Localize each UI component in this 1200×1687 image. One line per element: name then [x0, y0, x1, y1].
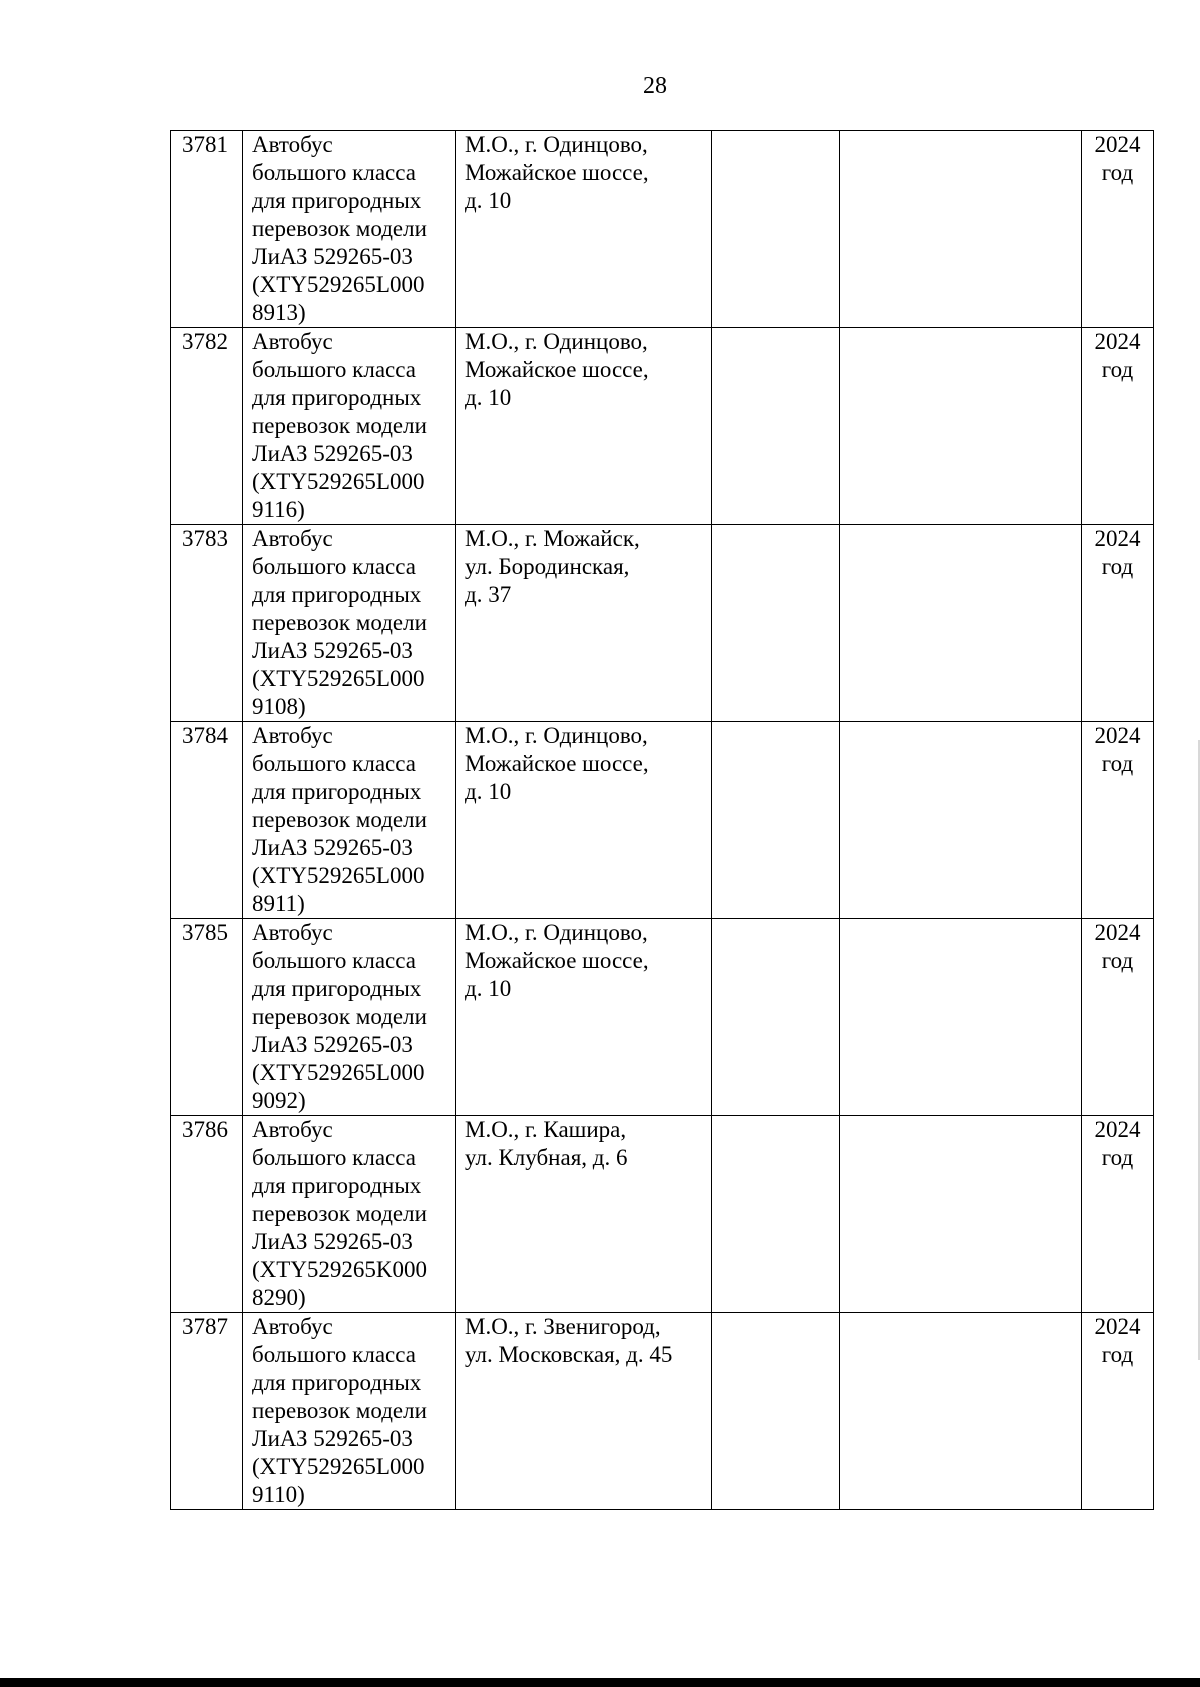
- vehicle-description-cell: [243, 131, 456, 328]
- vehicle-description-line: перевозок модели: [252, 610, 427, 635]
- vehicle-description-line: Автобус: [252, 132, 333, 157]
- vehicle-description-line: ЛиАЗ 529265-03: [252, 638, 413, 663]
- table-row: [171, 131, 1154, 328]
- address-line: д. 10: [465, 976, 512, 1001]
- vehicle-description-line: большого класса: [252, 948, 416, 973]
- vehicle-description-line: для пригородных: [252, 188, 422, 213]
- year-cell: [1082, 1313, 1154, 1510]
- vehicle-description-line: 9108): [252, 694, 306, 719]
- address-line: д. 10: [465, 779, 512, 804]
- vehicle-description-line: перевозок модели: [252, 807, 427, 832]
- vehicle-description-line: для пригородных: [252, 1173, 422, 1198]
- table-row: [171, 722, 1154, 919]
- vehicle-description-line: 8290): [252, 1285, 306, 1310]
- vehicle-description-line: 9110): [252, 1482, 305, 1507]
- vehicle-description-line: для пригородных: [252, 582, 422, 607]
- vehicle-description-line: Автобус: [252, 329, 333, 354]
- address-line: М.О., г. Можайск,: [465, 526, 640, 551]
- vehicle-description-line: перевозок модели: [252, 1398, 427, 1423]
- empty-cell: [712, 328, 840, 525]
- address-line: Можайское шоссе,: [465, 357, 649, 382]
- address-line: М.О., г. Одинцово,: [465, 329, 648, 354]
- year-line: 2024: [1094, 1117, 1141, 1142]
- vehicle-description-line: ЛиАЗ 529265-03: [252, 244, 413, 269]
- empty-cell: [712, 722, 840, 919]
- table-row: [171, 525, 1154, 722]
- empty-cell: [840, 525, 1082, 722]
- row-number-cell: 3785: [171, 919, 243, 1116]
- row-number-cell: 3782: [171, 328, 243, 525]
- vehicle-description-line: (XTY529265L000: [252, 1454, 425, 1479]
- vehicle-description-line: 9116): [252, 497, 305, 522]
- vehicle-description-line: 8913): [252, 300, 306, 325]
- vehicle-description-line: большого класса: [252, 357, 416, 382]
- vehicle-description-line: большого класса: [252, 1145, 416, 1170]
- row-number-cell: 3786: [171, 1116, 243, 1313]
- year-line: 2024: [1094, 329, 1141, 354]
- address-line: д. 37: [465, 582, 512, 607]
- vehicle-description-line: перевозок модели: [252, 216, 427, 241]
- empty-cell: [712, 919, 840, 1116]
- vehicle-description-line: Автобус: [252, 1117, 333, 1142]
- year-cell: [1082, 525, 1154, 722]
- empty-cell: [840, 1116, 1082, 1313]
- vehicle-description-line: (XTY529265L000: [252, 469, 425, 494]
- address-line: ул. Клубная, д. 6: [465, 1145, 628, 1170]
- vehicle-description-line: для пригородных: [252, 385, 422, 410]
- empty-cell: [712, 525, 840, 722]
- address-line: М.О., г. Одинцово,: [465, 132, 648, 157]
- registry-body: [171, 131, 1154, 1510]
- vehicle-description-line: для пригородных: [252, 976, 422, 1001]
- vehicle-description-line: (XTY529265K000: [252, 1257, 428, 1282]
- address-line: д. 10: [465, 385, 512, 410]
- vehicle-description-cell: [243, 722, 456, 919]
- vehicle-description-line: (XTY529265L000: [252, 666, 425, 691]
- address-cell: [456, 328, 712, 525]
- table-row: [171, 919, 1154, 1116]
- vehicle-description-cell: [243, 328, 456, 525]
- empty-cell: [712, 131, 840, 328]
- address-line: Можайское шоссе,: [465, 160, 649, 185]
- year-line: год: [1101, 1342, 1134, 1367]
- year-line: год: [1101, 554, 1134, 579]
- vehicle-description-line: Автобус: [252, 1314, 333, 1339]
- year-cell: [1082, 131, 1154, 328]
- empty-cell: [840, 131, 1082, 328]
- vehicle-description-line: (XTY529265L000: [252, 1060, 425, 1085]
- vehicle-description-cell: [243, 525, 456, 722]
- empty-cell: [712, 1116, 840, 1313]
- year-line: год: [1101, 948, 1134, 973]
- address-cell: [456, 722, 712, 919]
- vehicle-description-line: перевозок модели: [252, 1004, 427, 1029]
- address-line: М.О., г. Одинцово,: [465, 723, 648, 748]
- row-number-cell: 3787: [171, 1313, 243, 1510]
- vehicle-description-line: (XTY529265L000: [252, 863, 425, 888]
- vehicle-description-line: ЛиАЗ 529265-03: [252, 835, 413, 860]
- vehicle-registry-table: [170, 130, 1154, 1510]
- year-line: год: [1101, 357, 1134, 382]
- row-number-cell: 3781: [171, 131, 243, 328]
- year-line: 2024: [1094, 1314, 1141, 1339]
- address-line: ул. Бородинская,: [465, 554, 630, 579]
- empty-cell: [840, 919, 1082, 1116]
- address-line: ул. Московская, д. 45: [465, 1342, 673, 1367]
- address-line: М.О., г. Звенигород,: [465, 1314, 661, 1339]
- table-row: [171, 1313, 1154, 1510]
- year-line: 2024: [1094, 526, 1141, 551]
- year-line: год: [1101, 751, 1134, 776]
- vehicle-description-cell: [243, 1116, 456, 1313]
- vehicle-description-line: ЛиАЗ 529265-03: [252, 1426, 413, 1451]
- address-cell: [456, 131, 712, 328]
- empty-cell: [712, 1313, 840, 1510]
- year-cell: [1082, 328, 1154, 525]
- vehicle-description-line: перевозок модели: [252, 1201, 427, 1226]
- address-line: М.О., г. Кашира,: [465, 1117, 627, 1142]
- address-line: Можайское шоссе,: [465, 751, 649, 776]
- vehicle-description-line: для пригородных: [252, 1370, 422, 1395]
- vehicle-description-line: ЛиАЗ 529265-03: [252, 441, 413, 466]
- address-cell: [456, 1116, 712, 1313]
- vehicle-description-line: для пригородных: [252, 779, 422, 804]
- vehicle-description-line: большого класса: [252, 1342, 416, 1367]
- vehicle-description-line: Автобус: [252, 526, 333, 551]
- vehicle-description-line: 9092): [252, 1088, 306, 1113]
- vehicle-description-line: ЛиАЗ 529265-03: [252, 1032, 413, 1057]
- address-cell: [456, 1313, 712, 1510]
- address-cell: [456, 525, 712, 722]
- year-line: 2024: [1094, 920, 1141, 945]
- table-row: [171, 1116, 1154, 1313]
- vehicle-description-line: большого класса: [252, 160, 416, 185]
- address-line: Можайское шоссе,: [465, 948, 649, 973]
- vehicle-description-line: Автобус: [252, 920, 333, 945]
- year-line: год: [1101, 1145, 1134, 1170]
- year-line: 2024: [1094, 132, 1141, 157]
- vehicle-description-line: перевозок модели: [252, 413, 427, 438]
- page-number: 28: [643, 73, 667, 99]
- vehicle-description-cell: [243, 919, 456, 1116]
- vehicle-description-line: ЛиАЗ 529265-03: [252, 1229, 413, 1254]
- vehicle-description-cell: [243, 1313, 456, 1510]
- vehicle-description-line: Автобус: [252, 723, 333, 748]
- empty-cell: [840, 722, 1082, 919]
- vehicle-description-line: большого класса: [252, 751, 416, 776]
- vehicle-description-line: 8911): [252, 891, 305, 916]
- vehicle-description-line: (XTY529265L000: [252, 272, 425, 297]
- address-line: д. 10: [465, 188, 512, 213]
- year-cell: [1082, 1116, 1154, 1313]
- empty-cell: [840, 328, 1082, 525]
- scan-bottom-border: [0, 1678, 1200, 1687]
- row-number-cell: 3783: [171, 525, 243, 722]
- address-line: М.О., г. Одинцово,: [465, 920, 648, 945]
- vehicle-description-line: большого класса: [252, 554, 416, 579]
- year-cell: [1082, 722, 1154, 919]
- year-cell: [1082, 919, 1154, 1116]
- year-line: 2024: [1094, 723, 1141, 748]
- table-row: [171, 328, 1154, 525]
- address-cell: [456, 919, 712, 1116]
- row-number-cell: 3784: [171, 722, 243, 919]
- year-line: год: [1101, 160, 1134, 185]
- empty-cell: [840, 1313, 1082, 1510]
